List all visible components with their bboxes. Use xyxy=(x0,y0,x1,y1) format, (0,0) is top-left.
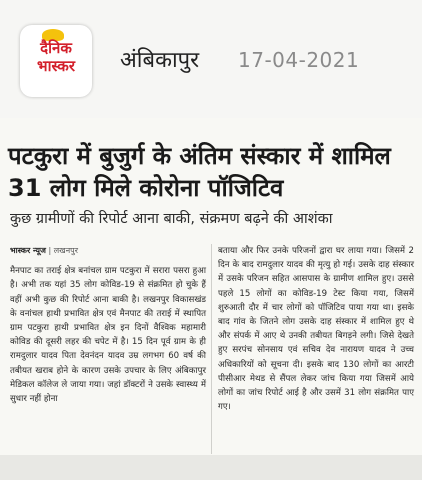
left-column-text: मैनपाट का तराई क्षेत्र बनांचल ग्राम पटकुरा में सरारा पसरा हुआ है। अभी तक यहां 35 लोग कोविड-19 से संक्रमित हो चुके हैं वहीं अभी कुछ की रिपोर्ट आना बाकी है। लखनपुर विकासखंड के वनांचल हाथी प्रभावित क्षेत्र एवं मैनपाट की तराई में स्थापित ग्राम पटकुरा हाथी प्रभावित क्षेत्र इन दिनों वैश्विक महामारी कोविड की दूसरी लहर की चपेट में है। 15 दिन पूर्व ग्राम के ही रामदुलार यादव पिता देवनंदन यादव उम्र लगभग 60 वर्ष की तबीयत खराब होने के कारण उसके उपचार के लिए अंबिकापुर मेडिकल कॉलेज ले जाया गया। जहां डॉक्टरों ने उसके स्वास्थ्य में सुधार नहीं होना xyxy=(10,266,206,405)
byline-place: | लखनपुर xyxy=(48,246,78,255)
logo-line-1: दैनिक xyxy=(40,39,72,57)
byline xyxy=(10,244,206,258)
article-headline: पटकुरा में बुजुर्ग के अंतिम संस्कार में शामिल 31 लोग मिले कोरोना पॉजिटिव xyxy=(8,142,391,202)
article-subheadline: कुछ ग्रामीणों की रिपोर्ट आना बाकी, संक्रमण बढ़ने की आशंका xyxy=(10,211,333,227)
app-header xyxy=(0,0,422,118)
right-column-text: बताया और फिर उनके परिजनों द्वारा घर लाया गया। जिसमें 2 दिन के बाद रामदुलार यादव की मृत्यु हो गई। उसके दाह संस्कार में उसके परिजन सहित आसपास के ग्रामीण शामिल हुए। उससे पहले 15 लोगों का कोविड-19 टेस्ट किया गया, जिसमें शुरुआती दौर में चार लोगों को पॉजिटिव पाया गया था। इसके बाद गांव के जितने लोग उसके दाह संस्कार में शामिल हुए थे और संपर्क में आए थे उनकी तबीयत बिगड़ने लगी। जिसे देखते हुए सरपंच सोनसाय एवं सचिव देव नारायण यादव ने उच्च अधिकारियों को सूचना दी। इसके बाद 130 लोगों का आरटी पीसीआर मेथड से सैंपल लेकर जांच किया गया जिसमें आये लोगों का जांच रिपोर्ट आई है और उसमें 31 लोग संक्रमित पाए गए। xyxy=(218,246,414,413)
dainik-bhaskar-logo xyxy=(20,25,92,97)
logo-text xyxy=(24,39,88,75)
edition-date: 17-04-2021 xyxy=(238,48,360,72)
city-name: अंबिकापुर xyxy=(120,48,200,73)
page-bottom-edge xyxy=(0,455,422,480)
byline-source: भास्कर न्यूज xyxy=(10,246,46,255)
logo-line-2: भास्कर xyxy=(37,57,75,75)
article-column-left xyxy=(10,244,206,406)
article-column-right xyxy=(218,244,414,414)
column-divider xyxy=(211,244,212,454)
